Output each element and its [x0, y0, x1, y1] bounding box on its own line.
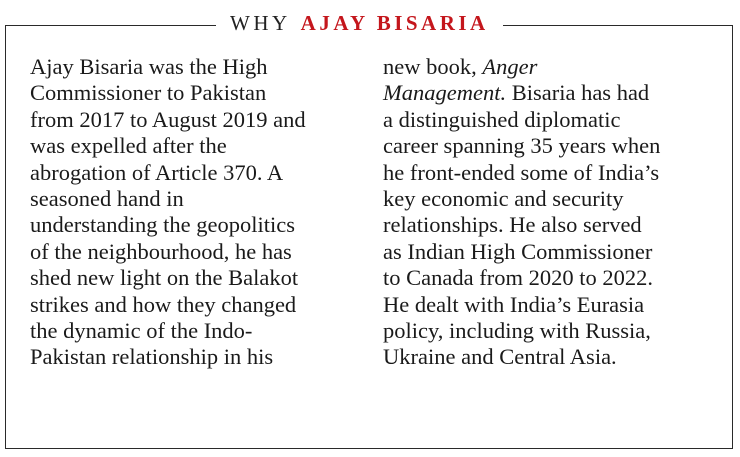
bio-line: Ajay Bisaria was the High	[30, 54, 268, 79]
bio-line	[383, 54, 723, 80]
bio-line: Pakistan relationship in his	[30, 344, 274, 370]
bio-line: seasoned hand in	[30, 186, 184, 212]
bio-line: of the neighbourhood, he has	[30, 238, 292, 264]
bio-column-right	[383, 54, 723, 371]
bio-line: was expelled after the	[30, 133, 227, 159]
bio-line: from 2017 to August 2019 and	[30, 106, 306, 132]
heading-prefix: WHY	[230, 11, 291, 35]
bio-line: Ukraine and Central Asia.	[383, 344, 617, 370]
bio-line: key economic and security	[383, 186, 624, 212]
bio-line: a distinguished diplomatic	[383, 106, 621, 132]
section-heading	[216, 7, 503, 39]
bio-column-left	[30, 54, 360, 371]
book-title-part: Anger	[482, 54, 538, 79]
bio-line: policy, including with Russia,	[383, 318, 651, 344]
bio-line: he front-ended some of India’s	[383, 159, 660, 185]
bio-line: understanding the geopolitics	[30, 212, 295, 238]
bio-line: to Canada from 2020 to 2022.	[383, 265, 653, 291]
bio-line: career spanning 35 years when	[383, 133, 661, 159]
bio-line	[383, 80, 723, 106]
bio-line: Commissioner to Pakistan	[30, 80, 267, 106]
bio-line: relationships. He also served	[383, 212, 642, 238]
bio-line: as Indian High Commissioner	[383, 238, 653, 264]
bio-line: He dealt with India’s Eurasia	[383, 291, 645, 317]
book-title-part: Management.	[383, 80, 507, 106]
heading-name: AJAY BISARIA	[300, 11, 489, 35]
bio-line: abrogation of Article 370. A	[30, 159, 284, 185]
bio-line: the dynamic of the Indo-	[30, 318, 253, 344]
bio-text: new book,	[383, 54, 483, 79]
bio-line: shed new light on the Balakot	[30, 265, 299, 291]
bio-line: strikes and how they changed	[30, 291, 297, 317]
bio-text: Bisaria has had	[506, 80, 650, 106]
